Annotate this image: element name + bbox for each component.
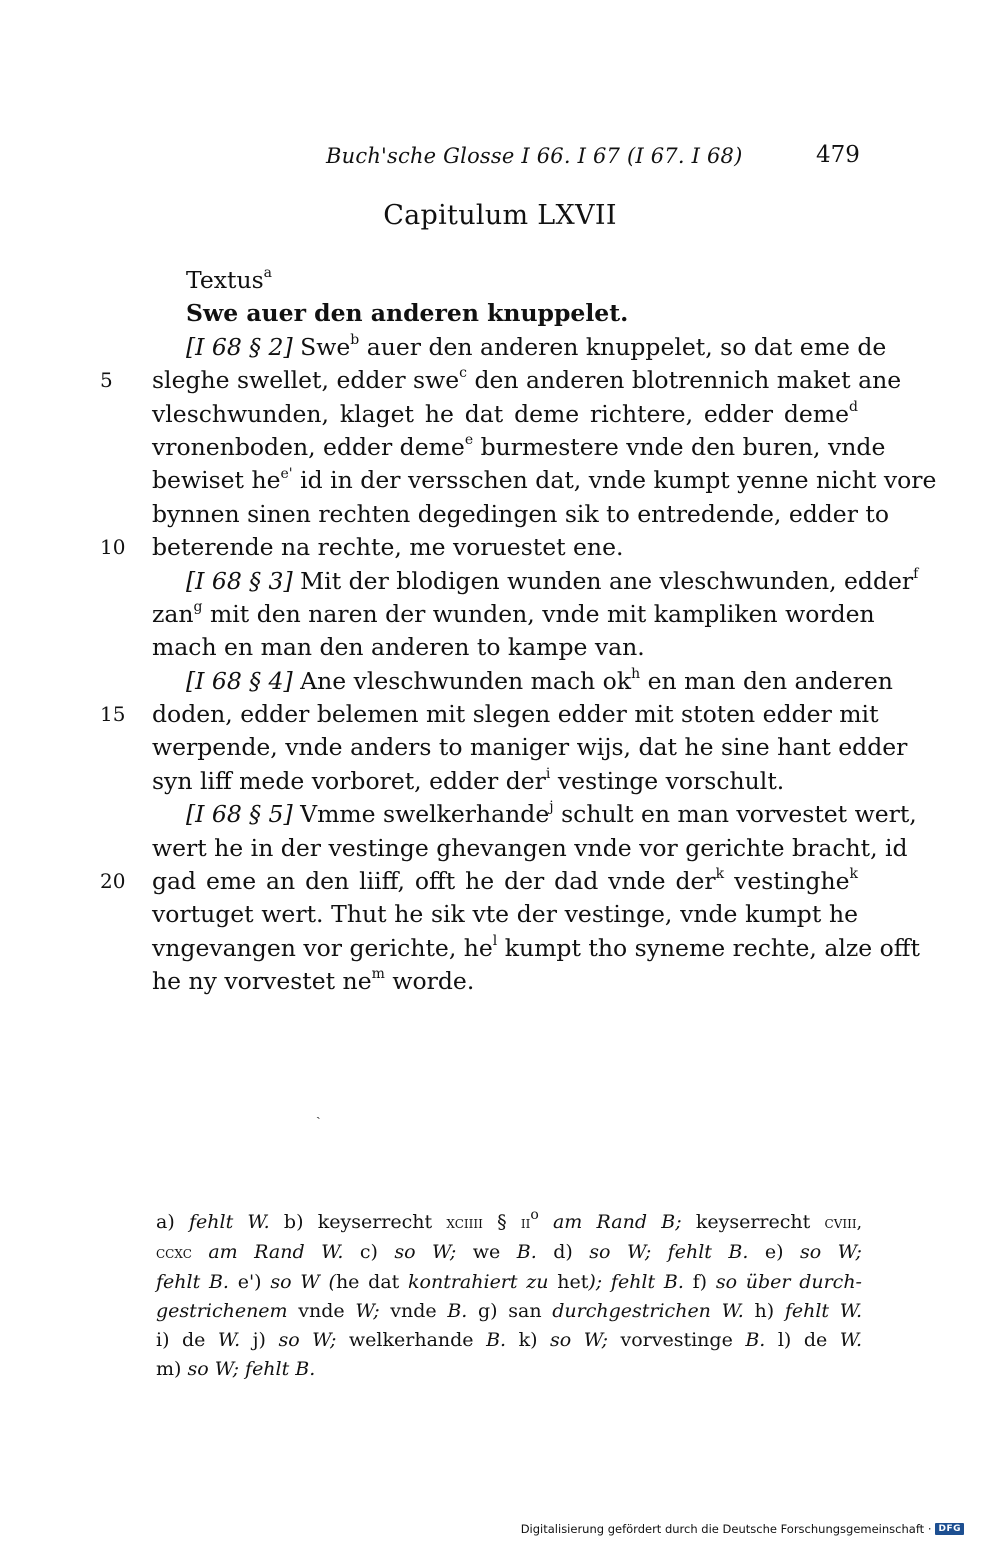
text-line: 10 beterende na rechte, me voruestet ene. <box>152 531 858 564</box>
stray-mark: ˎ <box>316 1104 321 1120</box>
credit-text: Digitalisierung gefördert durch die Deutsche Forschungsgemeinschaft · <box>520 1522 932 1536</box>
chapter-title: Capitulum LXVII <box>383 200 617 231</box>
line-number: 10 <box>100 535 126 560</box>
paragraph-reference: [I 68 § 3] <box>186 566 293 595</box>
footnote-line: m) so W; fehlt B. <box>156 1358 316 1380</box>
text-line: wert he in der vestinge ghevangen vnde vor gerichte bracht, id <box>152 833 908 862</box>
dfg-logo: DFG <box>935 1523 964 1535</box>
text-line: mach en man den anderen to kampe van. <box>152 633 645 662</box>
line-number: 15 <box>100 702 126 727</box>
text-line: zan$^g$ mit den naren der wunden, vnde mit kampliken worden <box>152 599 875 628</box>
paragraph-reference: [I 68 § 5] <box>186 800 293 829</box>
text-line: bewiset $he^{e'}$ id in der versschen dat, vnde kumpt yenne nicht vore <box>152 465 937 495</box>
text-line: vortuget wert. Thut he sik vte der vestinge, vnde kumpt he <box>152 900 858 929</box>
footnote-line: fehlt B. e') so W (he dat kontrahiert zu het); fehlt B. f) so über durch- <box>156 1271 862 1293</box>
text-line: werpende, vnde anders to maniger wijs, dat he sine hant edder <box>152 733 908 762</box>
body-text <box>100 264 937 999</box>
digitization-credit <box>521 1522 964 1536</box>
text-line: 20 gad eme an den liiff, offt he der dad vnde der$^k$ vestinghe$^k$ <box>152 865 858 898</box>
text-line: vngevangen vor gerichte, $he^l$ kumpt tho syneme rechte, alze offt <box>152 932 920 962</box>
text-line: 15 doden, edder belemen mit slegen edder mit stoten edder mit <box>152 698 858 731</box>
footnote-line: i) de W. j) so W; welkerhande B. k) so W; vorvestinge B. l) de W. <box>156 1329 862 1351</box>
section-heading: Swe auer den anderen knuppelet. <box>186 299 629 328</box>
footnote-line: ccxc am Rand W. c) so W; we B. d) so W; fehlt B. e) so W; <box>156 1241 862 1263</box>
line-number: 20 <box>100 869 126 894</box>
text-line: syn liff mede vorboret, edder der$^i$ vestinge vorschult. <box>152 766 785 795</box>
page-header <box>0 142 1000 174</box>
footnote-line: gestrichenem vnde W; vnde B. g) san durchgestrichen W. h) fehlt W. <box>156 1300 862 1322</box>
textus-label: Textus$^a$ <box>186 265 273 294</box>
page-number: 479 <box>816 142 860 168</box>
text-line: vronenboden, edder deme$^e$ burmestere vnde den buren, vnde <box>152 432 886 461</box>
text-line: 5 sleghe swellet, edder swe$^c$ den anderen blotrennich maket ane <box>152 364 858 397</box>
paragraph-reference: [I 68 § 2] <box>186 332 293 361</box>
paragraph-reference: [I 68 § 4] <box>186 666 293 695</box>
text-line: bynnen sinen rechten degedingen sik to entredende, edder to <box>152 499 890 528</box>
running-head: Buch'sche Glosse I 66. I 67 (I 67. I 68) <box>326 144 743 168</box>
text-line: [I 68 § 5] Vmme swelkerhande$^j$ schult en man vorvestet wert, <box>186 799 917 829</box>
footnotes <box>156 1208 862 1384</box>
line-number: 5 <box>100 368 113 393</box>
text-line: he ny vorvestet $ne^m$ worde. <box>152 966 475 996</box>
text-line: [I 68 § 3] Mit der blodigen wunden ane vleschwunden, edder$^f$ <box>186 565 919 595</box>
text-line: vleschwunden, klaget he dat deme richtere, edder deme$^d$ <box>152 398 858 428</box>
text-line: [I 68 § 4] Ane vleschwunden mach $ok^h$ en man den anderen <box>186 665 893 695</box>
footnote-line: a) fehlt W. b) keyserrecht xciiii § $ii^o$ am Rand B; keyserrecht cviii, <box>156 1206 862 1233</box>
text-line: [I 68 § 2] Swe$^b$ auer den anderen knuppelet, so dat eme de <box>186 331 887 361</box>
